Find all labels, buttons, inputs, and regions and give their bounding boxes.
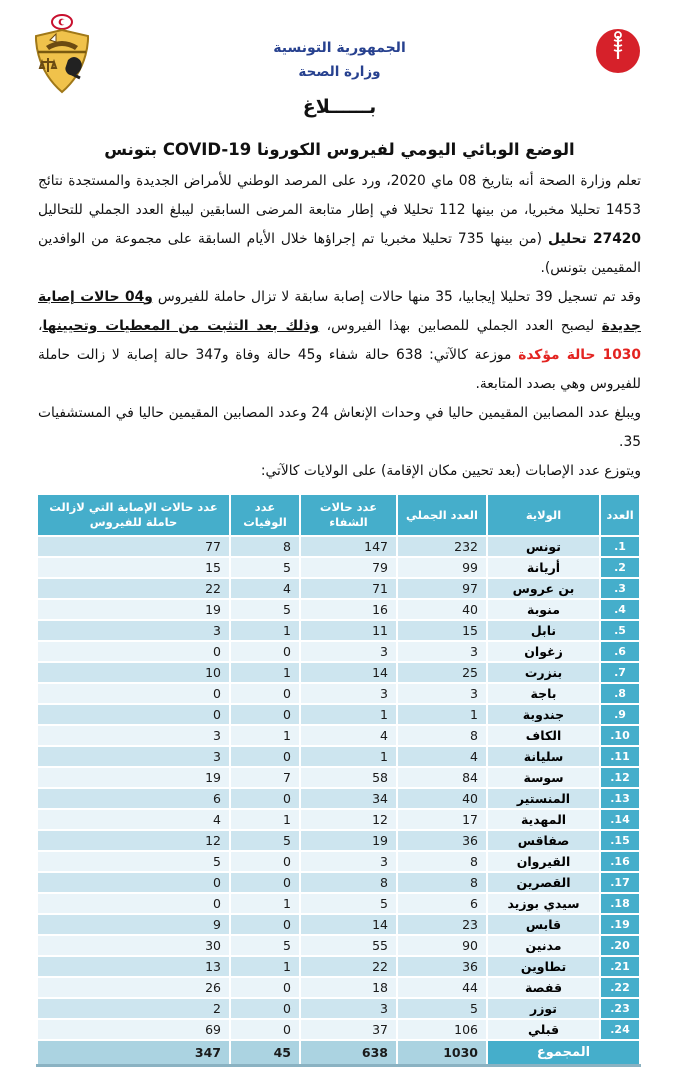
- table-row: [37, 935, 640, 956]
- col-header-active: عدد حالات الإصابة التي لازالت حاملة للفيروس: [37, 494, 230, 536]
- table-row: [37, 830, 640, 851]
- p2-text: وقد تم تسجيل 39 تحليلا إيجابيا، 35 منها حالات إصابة سابقة لا تزال حاملة للفيروس: [152, 289, 641, 305]
- deaths-cell: 0: [230, 998, 300, 1019]
- recovered-cell: 18: [300, 977, 397, 998]
- row-index-cell: .6: [600, 641, 640, 662]
- p2-verified-underline: وذلك بعد التثبت من المعطيات وتحيينها: [42, 318, 320, 334]
- p2-text3: موزعة كالآتي: 638 حالة شفاء و45 حالة وفاة و347 حالة إصابة لا زالت حاملة للفيروس وهي بصدد المتابعة.: [38, 347, 641, 392]
- total-cell: 40: [397, 599, 487, 620]
- governorate-cell: المنستير: [487, 788, 600, 809]
- table-row: [37, 956, 640, 977]
- recovered-cell: 71: [300, 578, 397, 599]
- active-cell: 3: [37, 725, 230, 746]
- row-index-cell: .23: [600, 998, 640, 1019]
- table-row: [37, 809, 640, 830]
- active-cell: 4: [37, 809, 230, 830]
- active-cell: 6: [37, 788, 230, 809]
- active-cell: 69: [37, 1019, 230, 1040]
- total-cell: 8: [397, 725, 487, 746]
- table-row: [37, 662, 640, 683]
- row-index-cell: .22: [600, 977, 640, 998]
- total-cell: 8: [397, 851, 487, 872]
- table-row: [37, 641, 640, 662]
- recovered-cell: 147: [300, 536, 397, 557]
- col-header-index: العدد: [600, 494, 640, 536]
- governorate-cell: قفصة: [487, 977, 600, 998]
- deaths-cell: 0: [230, 788, 300, 809]
- recovered-cell: 14: [300, 914, 397, 935]
- active-cell: 3: [37, 620, 230, 641]
- governorate-cell: منوبة: [487, 599, 600, 620]
- row-index-cell: .2: [600, 557, 640, 578]
- table-row: [37, 1019, 640, 1040]
- deaths-cell: 5: [230, 557, 300, 578]
- active-cell: 9: [37, 914, 230, 935]
- deaths-cell: 5: [230, 599, 300, 620]
- col-header-deaths: عدد الوفيات: [230, 494, 300, 536]
- table-row: [37, 620, 640, 641]
- deaths-cell: 0: [230, 851, 300, 872]
- governorate-cell: باجة: [487, 683, 600, 704]
- governorate-cell: القصرين: [487, 872, 600, 893]
- recovered-cell: 55: [300, 935, 397, 956]
- row-index-cell: .17: [600, 872, 640, 893]
- table-row: [37, 746, 640, 767]
- table-row: [37, 704, 640, 725]
- active-cell: 0: [37, 704, 230, 725]
- active-cell: 19: [37, 599, 230, 620]
- row-index-cell: .20: [600, 935, 640, 956]
- deaths-cell: 0: [230, 746, 300, 767]
- row-index-cell: .24: [600, 1019, 640, 1040]
- governorate-cell: أريانة: [487, 557, 600, 578]
- deaths-cell: 0: [230, 914, 300, 935]
- table-row: [37, 914, 640, 935]
- recovered-cell: 34: [300, 788, 397, 809]
- active-cell: 13: [37, 956, 230, 977]
- governorate-cell: سيدي بوزيد: [487, 893, 600, 914]
- total-cell: 36: [397, 830, 487, 851]
- table-header: [37, 494, 640, 536]
- p1-total-tests-bold: 27420 تحليل: [547, 231, 641, 247]
- active-cell: 0: [37, 872, 230, 893]
- row-index-cell: .12: [600, 767, 640, 788]
- active-cell: 30: [37, 935, 230, 956]
- total-cell: 1: [397, 704, 487, 725]
- governorate-cell: صفاقس: [487, 830, 600, 851]
- table-row: [37, 998, 640, 1019]
- deaths-cell: 0: [230, 641, 300, 662]
- total-cell: 44: [397, 977, 487, 998]
- row-index-cell: .19: [600, 914, 640, 935]
- row-index-cell: .13: [600, 788, 640, 809]
- recovered-cell: 5: [300, 893, 397, 914]
- active-cell: 15: [37, 557, 230, 578]
- deaths-cell: 4: [230, 578, 300, 599]
- row-index-cell: .15: [600, 830, 640, 851]
- recovered-cell: 58: [300, 767, 397, 788]
- bulletin-word: بــــــلاغ: [302, 96, 377, 118]
- recovered-cell: 11: [300, 620, 397, 641]
- recovered-cell: 12: [300, 809, 397, 830]
- deaths-cell: 1: [230, 893, 300, 914]
- row-index-cell: .8: [600, 683, 640, 704]
- total-cell: 17: [397, 809, 487, 830]
- table-row: [37, 977, 640, 998]
- deaths-cell: 0: [230, 977, 300, 998]
- total-cell: 4: [397, 746, 487, 767]
- deaths-cell: 0: [230, 1019, 300, 1040]
- recovered-cell: 37: [300, 1019, 397, 1040]
- total-cell: 23: [397, 914, 487, 935]
- governorate-cell: سوسة: [487, 767, 600, 788]
- deaths-cell: 1: [230, 662, 300, 683]
- total-row: [37, 1040, 640, 1065]
- deaths-cell: 1: [230, 725, 300, 746]
- deaths-cell: 5: [230, 935, 300, 956]
- table-row: [37, 725, 640, 746]
- row-index-cell: .3: [600, 578, 640, 599]
- recovered-cell: 4: [300, 725, 397, 746]
- total-cell: 106: [397, 1019, 487, 1040]
- governorate-cell: قابس: [487, 914, 600, 935]
- total-cell: 6: [397, 893, 487, 914]
- total-cell: 25: [397, 662, 487, 683]
- governorate-cell: نابل: [487, 620, 600, 641]
- row-index-cell: .9: [600, 704, 640, 725]
- paragraph-hospitalized: ويبلغ عدد المصابين المقيمين حاليا في وحدات الإنعاش 24 وعدد المصابين المقيمين حاليا في المستشفيات 35.: [38, 405, 641, 450]
- recovered-cell: 3: [300, 641, 397, 662]
- table-footer: [37, 1040, 640, 1065]
- total-cell: 5: [397, 998, 487, 1019]
- active-cell: 0: [37, 683, 230, 704]
- total-cell: 84: [397, 767, 487, 788]
- governorate-cell: القيروان: [487, 851, 600, 872]
- active-cell: 3: [37, 746, 230, 767]
- governorate-cell: بن عروس: [487, 578, 600, 599]
- table-row: [37, 536, 640, 557]
- row-index-cell: .1: [600, 536, 640, 557]
- governorate-cell: جندوبة: [487, 704, 600, 725]
- deaths-cell: 0: [230, 872, 300, 893]
- governorate-cell: زغوان: [487, 641, 600, 662]
- total-total-cell: 1030: [397, 1040, 487, 1065]
- total-cell: 99: [397, 557, 487, 578]
- p2-comma: ،: [38, 318, 43, 334]
- recovered-cell: 3: [300, 998, 397, 1019]
- total-cell: 90: [397, 935, 487, 956]
- total-recovered-cell: 638: [300, 1040, 397, 1065]
- table-row: [37, 788, 640, 809]
- total-active-cell: 347: [37, 1040, 230, 1065]
- governorate-cell: تطاوين: [487, 956, 600, 977]
- recovered-cell: 22: [300, 956, 397, 977]
- governorate-cell: المهدية: [487, 809, 600, 830]
- republic-title: الجمهورية التونسية: [273, 40, 406, 56]
- deaths-cell: 7: [230, 767, 300, 788]
- recovered-cell: 3: [300, 683, 397, 704]
- col-header-governorate: الولاية: [487, 494, 600, 536]
- active-cell: 5: [37, 851, 230, 872]
- table-body: [37, 536, 640, 1040]
- governorate-cell: سليانة: [487, 746, 600, 767]
- deaths-cell: 0: [230, 683, 300, 704]
- row-index-cell: .16: [600, 851, 640, 872]
- row-index-cell: .10: [600, 725, 640, 746]
- p1-text-rest: (من بينها 735 تحليلا مخبريا تم إجراؤها خلال الأيام السابقة على مجموعة من الوافدين المقيمين بتونس).: [38, 231, 641, 276]
- table-row: [37, 851, 640, 872]
- table-row: [37, 683, 640, 704]
- recovered-cell: 19: [300, 830, 397, 851]
- paragraph-distribution-intro: ويتوزع عدد الإصابات (بعد تحيين مكان الإقامة) على الولايات كالآتي:: [260, 463, 641, 479]
- total-cell: 97: [397, 578, 487, 599]
- table-row: [37, 767, 640, 788]
- governorate-cell: بنزرت: [487, 662, 600, 683]
- table-row: [37, 599, 640, 620]
- recovered-cell: 14: [300, 662, 397, 683]
- active-cell: 2: [37, 998, 230, 1019]
- governorate-cell: توزر: [487, 998, 600, 1019]
- active-cell: 77: [37, 536, 230, 557]
- row-index-cell: .18: [600, 893, 640, 914]
- paragraph-cases: [38, 283, 641, 399]
- table-row: [37, 557, 640, 578]
- active-cell: 0: [37, 893, 230, 914]
- active-cell: 12: [37, 830, 230, 851]
- ministry-title: وزارة الصحة: [298, 64, 381, 80]
- p2-new-cases-underline: و04 حالات إصابة جديدة: [38, 289, 641, 334]
- row-index-cell: .14: [600, 809, 640, 830]
- page-title: الوضع الوبائي اليومي لفيروس الكورونا COVID-19 بتونس: [104, 140, 575, 159]
- total-cell: 3: [397, 683, 487, 704]
- total-cell: 40: [397, 788, 487, 809]
- total-cell: 3: [397, 641, 487, 662]
- row-index-cell: .11: [600, 746, 640, 767]
- recovered-cell: 79: [300, 557, 397, 578]
- recovered-cell: 8: [300, 872, 397, 893]
- deaths-cell: 5: [230, 830, 300, 851]
- row-index-cell: .4: [600, 599, 640, 620]
- deaths-cell: 8: [230, 536, 300, 557]
- col-header-total: العدد الجملي: [397, 494, 487, 536]
- active-cell: 0: [37, 641, 230, 662]
- total-cell: 36: [397, 956, 487, 977]
- total-deaths-cell: 45: [230, 1040, 300, 1065]
- paragraph-tests: [38, 167, 641, 283]
- active-cell: 19: [37, 767, 230, 788]
- recovered-cell: 3: [300, 851, 397, 872]
- active-cell: 10: [37, 662, 230, 683]
- tunisia-coat-of-arms-icon: [28, 12, 96, 100]
- p1-text: تعلم وزارة الصحة أنه بتاريخ 08 ماي 2020، ورد على المرصد الوطني للأمراض الجديدة والمستجدة نتائج 1453 تحليلا مخبريا، من بينها 112 تحليلا في إطار متابعة المرضى السابقين ليبلغ العدد الجملي للتحاليل: [38, 173, 641, 218]
- governorate-cell: الكاف: [487, 725, 600, 746]
- governorates-table: [36, 493, 641, 1067]
- row-index-cell: .7: [600, 662, 640, 683]
- row-index-cell: .5: [600, 620, 640, 641]
- governorate-cell: قبلي: [487, 1019, 600, 1040]
- table-row: [37, 578, 640, 599]
- total-cell: 8: [397, 872, 487, 893]
- table-row: [37, 872, 640, 893]
- deaths-cell: 1: [230, 956, 300, 977]
- total-cell: 232: [397, 536, 487, 557]
- table-row: [37, 893, 640, 914]
- active-cell: 26: [37, 977, 230, 998]
- col-header-recovered: عدد حالات الشفاء: [300, 494, 397, 536]
- p2-confirmed-red: 1030 حالة مؤكدة: [518, 347, 642, 363]
- governorate-cell: مدنين: [487, 935, 600, 956]
- p2-text2: ليصبح العدد الجملي للمصابين بهذا الفيروس،: [319, 318, 602, 334]
- document-header: [38, 10, 641, 138]
- health-ministry-logo-icon: [593, 26, 643, 80]
- governorate-cell: تونس: [487, 536, 600, 557]
- recovered-cell: 16: [300, 599, 397, 620]
- active-cell: 22: [37, 578, 230, 599]
- row-index-cell: .21: [600, 956, 640, 977]
- total-label-cell: المجموع: [487, 1040, 640, 1065]
- deaths-cell: 1: [230, 809, 300, 830]
- total-cell: 15: [397, 620, 487, 641]
- government-titles: [38, 10, 641, 84]
- deaths-cell: 0: [230, 704, 300, 725]
- deaths-cell: 1: [230, 620, 300, 641]
- recovered-cell: 1: [300, 704, 397, 725]
- recovered-cell: 1: [300, 746, 397, 767]
